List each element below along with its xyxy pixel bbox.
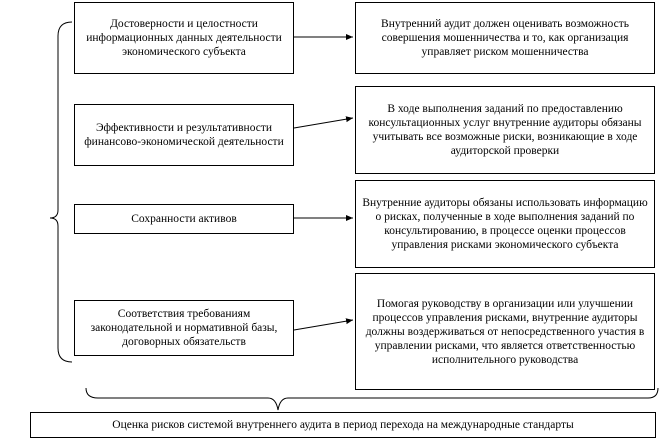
right-box-fraud-assessment: Внутренний аудит должен оценивать возможность совершения мошенничества и то, как организация управляет риском мошенничества [355,2,655,74]
arrow-2 [294,118,353,128]
left-box-asset-safety: Сохранности активов [74,204,294,234]
left-box-data-integrity: Достоверности и целостности информационных данных деятельности экономического субъекта [74,2,294,74]
bottom-curly-brace [86,388,658,410]
bottom-summary-box: Оценка рисков системой внутреннего аудита в период перехода на международные стандарты [30,412,656,438]
right-box-risk-information: Внутренние аудиторы обязаны использовать информацию о рисках, полученные в ходе выполнения заданий по консультированию, в процессе оценки процессов управления рисками экономического субъекта [355,180,655,268]
right-box-management-support: Помогая руководству в организации или улучшении процессов управления рисками, внутренние аудиторы должны воздерживаться от непосредственного участия в управлении рисками, что является ответственностью исполнительного руководства [355,273,655,390]
left-curly-brace [50,22,72,362]
arrow-4 [294,320,353,330]
left-box-efficiency: Эффективности и результативности финансово-экономической деятельности [74,104,294,166]
left-box-compliance: Соответствия требованиям законодательной и нормативной базы, договорных обязательств [74,300,294,356]
right-box-consulting-risks: В ходе выполнения заданий по предоставлению консультационных услуг внутренние аудиторы обязаны учитывать все возможные риски, возникающие в ходе аудиторской проверки [355,86,655,174]
